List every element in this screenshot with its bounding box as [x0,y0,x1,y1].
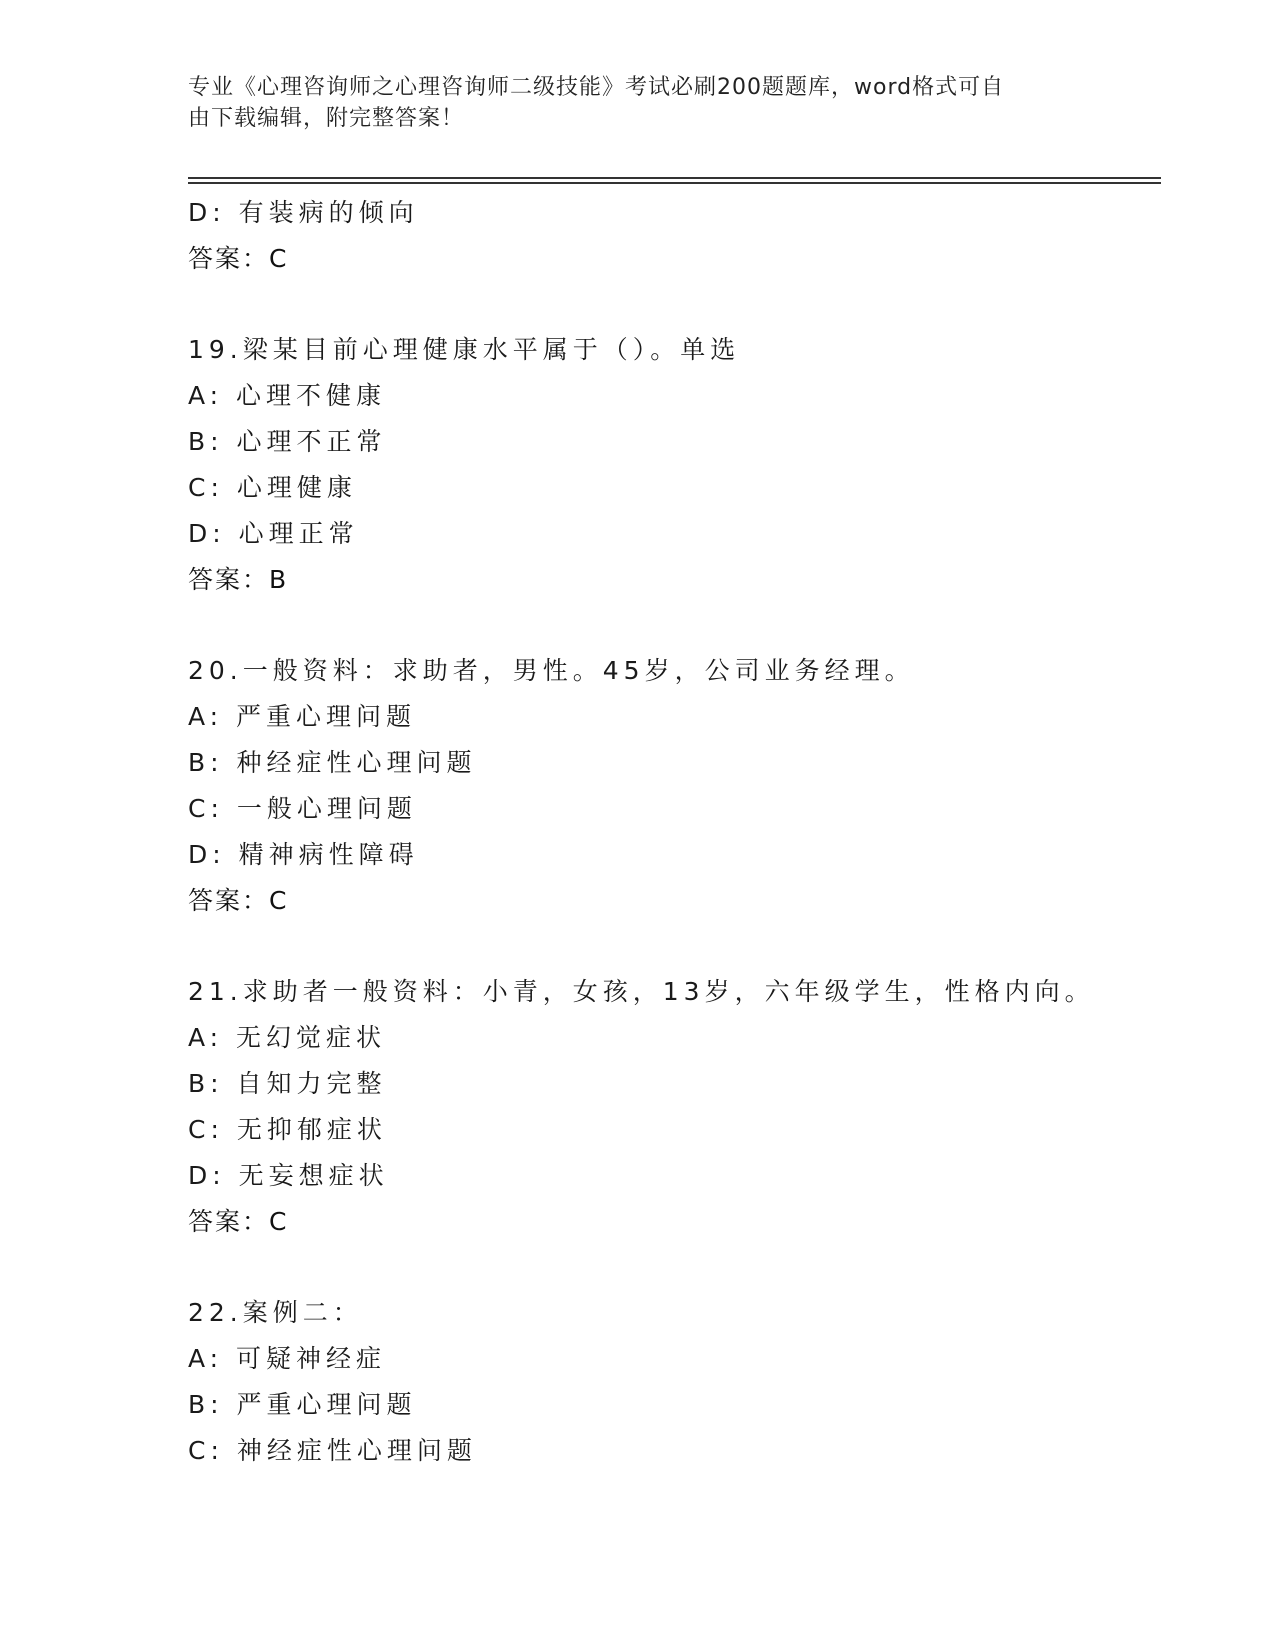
document-header [188,72,1088,134]
option-c: C: 神经症性心理问题 [188,1436,477,1465]
answer: 答案：C [188,886,289,915]
spacer [188,924,1168,969]
question-stem: 20.一般资料：求助者，男性。45岁，公司业务经理。 [188,656,915,685]
question-stem: 22.案例二： [188,1298,363,1327]
option-c: C: 一般心理问题 [188,794,417,823]
spacer [188,603,1168,648]
spacer [188,282,1168,327]
option-b: B: 严重心理问题 [188,1390,417,1419]
previous-answer: 答案：C [188,244,289,273]
option-d: D: 无妄想症状 [188,1161,389,1190]
option-d: D: 心理正常 [188,519,359,548]
option-c: C: 无抑郁症状 [188,1115,387,1144]
option-a: A: 可疑神经症 [188,1344,387,1373]
option-b: B: 心理不正常 [188,427,387,456]
header-line-2: 由下载编辑，附完整答案！ [188,106,465,131]
option-a: A: 无幻觉症状 [188,1023,387,1052]
option-a: A: 严重心理问题 [188,702,417,731]
question-22 [188,1290,1168,1474]
question-stem: 21.求助者一般资料：小青，女孩，13岁，六年级学生，性格内向。 [188,977,1095,1006]
header-line-1: 专业《心理咨询师之心理咨询师二级技能》考试必刷200题题库，word格式可自 [188,75,1005,100]
option-b: B: 自知力完整 [188,1069,387,1098]
option-a: A: 心理不健康 [188,381,387,410]
answer: 答案：C [188,1207,289,1236]
option-b: B: 种经症性心理问题 [188,748,477,777]
spacer [188,1245,1168,1290]
option-d: D: 精神病性障碍 [188,840,419,869]
answer: 答案：B [188,565,289,594]
previous-option-d: D: 有装病的倾向 [188,198,419,227]
question-20 [188,648,1168,924]
header-divider-bottom [188,182,1161,184]
question-stem: 19.梁某目前心理健康水平属于（）。单选 [188,335,741,364]
question-content [188,190,1168,1474]
question-19 [188,327,1168,603]
question-21 [188,969,1168,1245]
option-c: C: 心理健康 [188,473,357,502]
header-divider-top [188,177,1161,179]
